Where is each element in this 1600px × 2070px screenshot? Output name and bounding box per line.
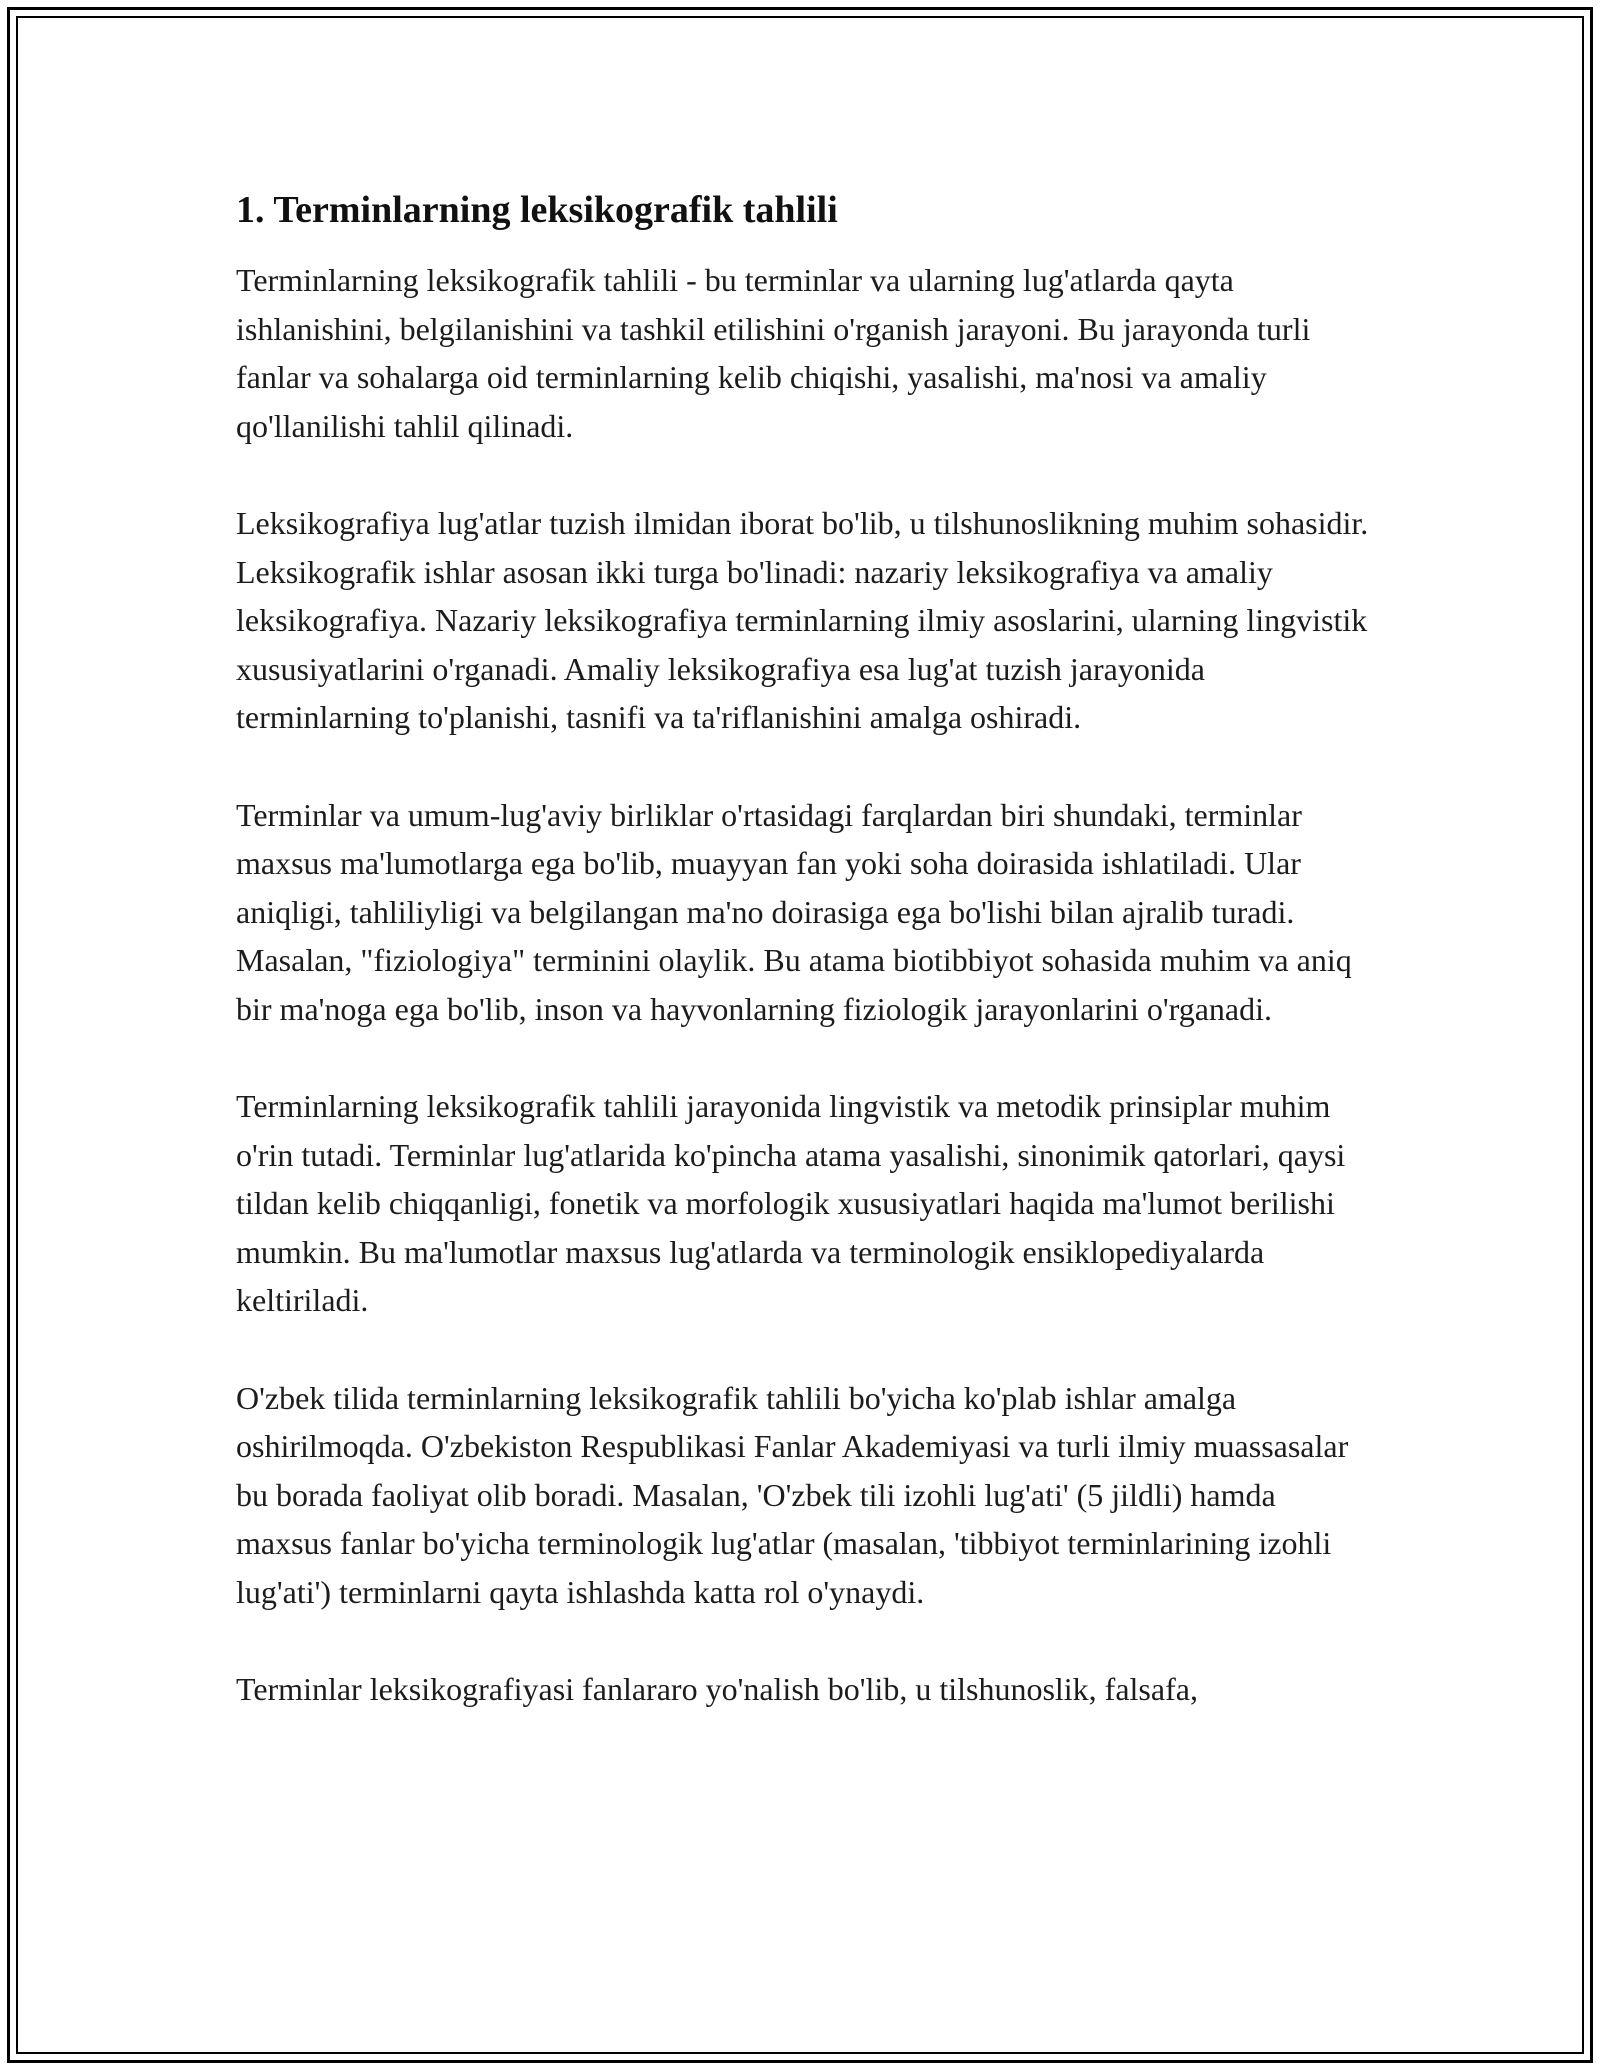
paragraph-1: Terminlarning leksikografik tahlili - bu terminlar va ularning lug'atlarda qayta ishlanishini, belgilanishini va tashkil etilishini o'rganish jarayoni. Bu jarayonda turli fanlar va sohalarga oid terminlarning kelib chiqishi, yasalishi, ma'nosi va amaliy qo'llanilishi tahlil qilinadi.: [236, 262, 1311, 444]
document-body: [236, 186, 1376, 1763]
paragraph-5: O'zbek tilida terminlarning leksikografik tahlili bo'yicha ko'plab ishlar amalga oshirilmoqda. O'zbekiston Respublikasi Fanlar Akademiyasi va turli ilmiy muassasalar bu borada faoliyat olib boradi. Masalan, 'O'zbek tili izohli lug'ati' (5 jildli) hamda maxsus fanlar bo'yicha terminologik lug'atlar (masalan, 'tibbiyot terminlarining izohli lug'ati') terminlarni qayta ishlashda katta rol o'ynaydi.: [236, 1379, 1349, 1610]
section-heading: 1. Terminlarning leksikografik tahlili: [236, 189, 838, 231]
paragraph-2: Leksikografiya lug'atlar tuzish ilmidan iborat bo'lib, u tilshunoslikning muhim sohasidir. Leksikografik ishlar asosan ikki turga bo'linadi: nazariy leksikografiya va amaliy leksikografiya. Nazariy leksikografiya terminlarning ilmiy asoslarini, ularning lingvistik xususiyatlarini o'rganadi. Amaliy leksikografiya esa lug'at tuzish jarayonida terminlarning to'planishi, tasnifi va ta'riflanishini amalga oshiradi.: [236, 505, 1369, 735]
paragraph-4: Terminlarning leksikografik tahlili jarayonida lingvistik va metodik prinsiplar muhim o'rin tutadi. Terminlar lug'atlarida ko'pincha atama yasalishi, sinonimik qatorlari, qaysi tildan kelib chiqqanligi, fonetik va morfologik xususiyatlari haqida ma'lumot berilishi mumkin. Bu ma'lumotlar maxsus lug'atlarda va terminologik ensiklopediyalarda keltiriladi.: [236, 1088, 1346, 1318]
paragraph-6: Terminlar leksikografiyasi fanlararo yo'nalish bo'lib, u tilshunoslik, falsafa,: [236, 1671, 1198, 1707]
paragraph-3: Terminlar va umum-lug'aviy birliklar o'rtasidagi farqlardan biri shundaki, terminlar maxsus ma'lumotlarga ega bo'lib, muayyan fan yoki soha doirasida ishlatiladi. Ular aniqligi, tahliliyligi va belgilangan ma'no doirasiga ega bo'lishi bilan ajralib turadi. Masalan, "fiziologiya" terminini olaylik. Bu atama biotibbiyot sohasida muhim va aniq bir ma'noga ega bo'lib, inson va hayvonlarning fiziologik jarayonlarini o'rganadi.: [236, 796, 1352, 1027]
